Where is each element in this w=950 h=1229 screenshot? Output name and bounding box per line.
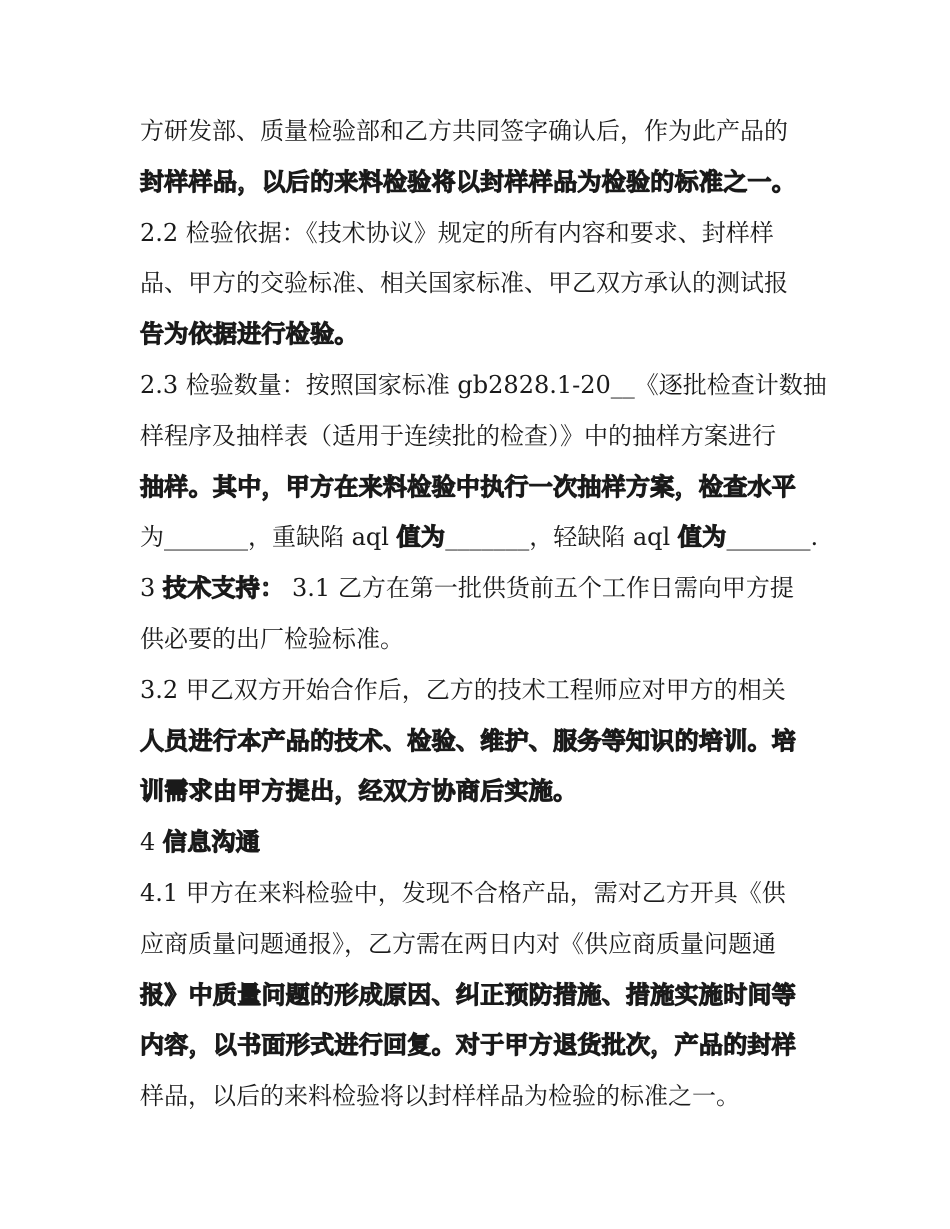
outlined-text-segment: 训需求由甲方提出，经双方协商后实施。: [140, 777, 578, 806]
text-segment: 3: [140, 574, 163, 603]
outlined-text-segment: 人员进行本产品的技术、检验、维护、服务等知识的培训。培: [140, 726, 797, 755]
text-line: [140, 563, 820, 614]
text-line: [140, 716, 820, 767]
text-segment: 2.2 检验依据：《技术协议》规定的所有内容和要求、封样样: [140, 218, 774, 247]
text-segment: 方研发部、质量检验部和乙方共同签字确认后，作为此产品的: [140, 117, 788, 145]
text-line: [140, 106, 820, 157]
text-segment: _______.: [726, 523, 819, 552]
outlined-text-segment: 告为依据进行检验。: [140, 320, 359, 349]
text-segment: 2.3 检验数量：按照国家标准 gb2828.1-20__《逐批检查计数抽: [140, 370, 827, 399]
outlined-text-segment: 抽样。其中，甲方在来料检验中执行一次抽样方案，检查水平: [140, 472, 797, 501]
text-line: [140, 157, 820, 208]
outlined-text-segment: 内容，以书面形式进行回复。对于甲方退货批次，产品的封样: [140, 1031, 797, 1060]
text-segment: 为_______，重缺陷 aql: [140, 523, 397, 552]
text-segment: 样程序及抽样表（适用于连续批的检查）》中的抽样方案进行: [140, 421, 776, 450]
text-line: [140, 817, 820, 868]
text-line: [140, 512, 820, 563]
outlined-text-segment: 技术支持：: [162, 574, 285, 603]
text-line: [140, 919, 820, 970]
text-segment: 4: [140, 828, 163, 857]
text-line: [140, 665, 820, 716]
text-segment: 应商质量问题通报》，乙方需在两日内对《供应商质量问题通: [140, 929, 776, 958]
text-line: [140, 411, 820, 462]
text-line: [140, 1020, 820, 1071]
text-line: [140, 1071, 820, 1122]
text-line: [140, 970, 820, 1021]
outlined-text-segment: 值为: [677, 523, 727, 552]
text-line: [140, 462, 820, 513]
text-line: [140, 360, 827, 411]
text-segment: 供必要的出厂检验标准。: [140, 624, 404, 653]
outlined-text-segment: 封样样品，以后的来料检验将以封样样品为检验的标准之一。: [140, 167, 797, 196]
outlined-text-segment: 信息沟通: [162, 828, 261, 857]
text-line: [140, 258, 820, 309]
text-line: [140, 208, 820, 259]
text-segment: 3.2 甲乙双方开始合作后，乙方的技术工程师应对甲方的相关: [140, 675, 786, 704]
text-line: [140, 868, 820, 919]
text-segment: 品、甲方的交验标准、相关国家标准、甲乙双方承认的测试报: [140, 269, 788, 298]
outlined-text-segment: 值为: [396, 523, 446, 552]
document-body: [140, 106, 827, 1122]
text-line: [140, 309, 820, 360]
outlined-text-segment: 报》中质量问题的形成原因、纠正预防措施、措施实施时间等: [140, 980, 797, 1009]
text-segment: _______，轻缺陷 aql: [445, 523, 678, 552]
text-line: [140, 614, 820, 665]
text-segment: 3.1 乙方在第一批供货前五个工作日需向甲方提: [284, 574, 794, 603]
text-segment: 样品，以后的来料检验将以封样样品为检验的标准之一。: [140, 1082, 740, 1111]
text-line: [140, 766, 820, 817]
text-segment: 4.1 甲方在来料检验中，发现不合格产品，需对乙方开具《供: [140, 878, 786, 907]
